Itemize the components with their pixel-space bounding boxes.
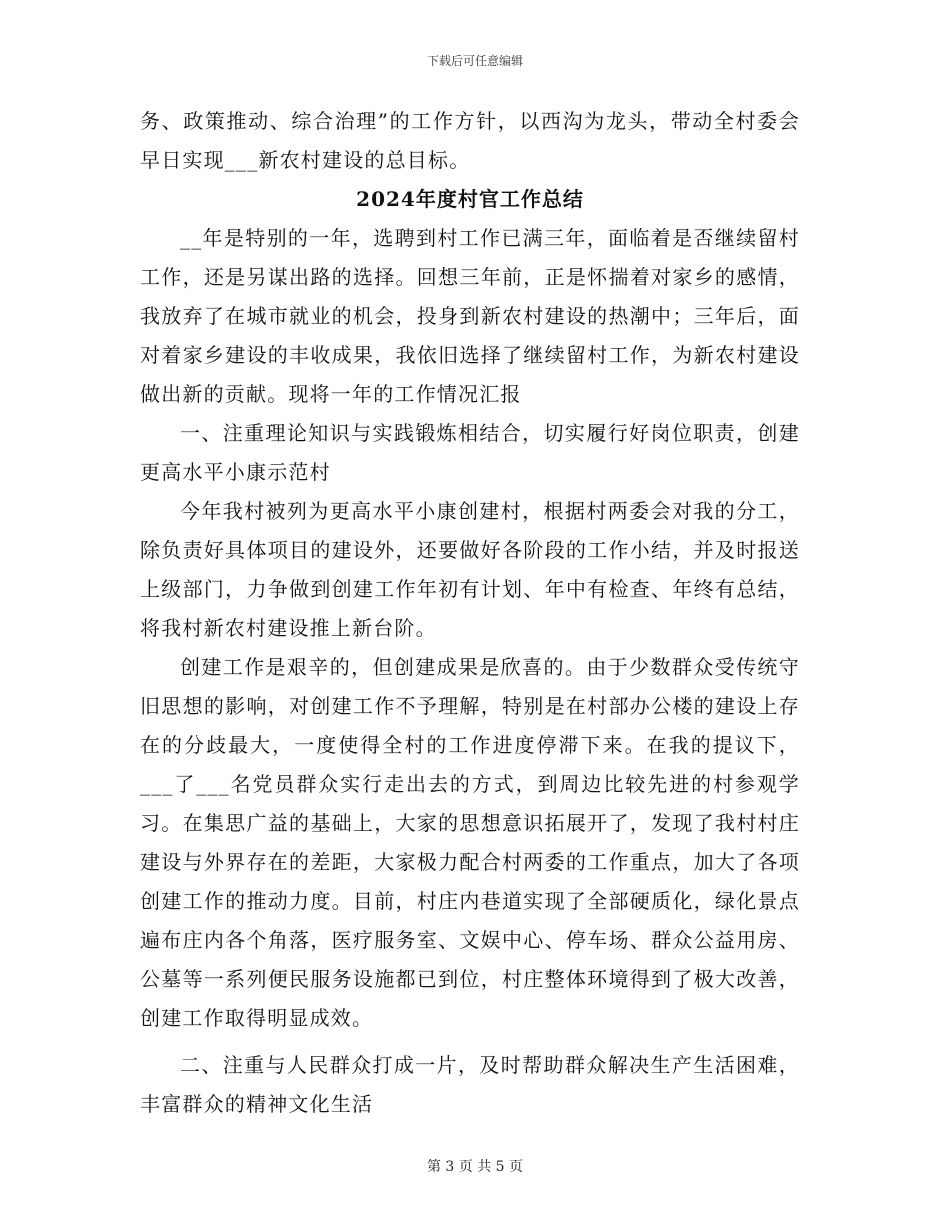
header-note: 下载后可任意编辑 — [426, 54, 523, 68]
section-heading-1: 一、注重理论知识与实践锻炼相结合，切实履行好岗位职责，创建更高水平小康示范村 — [140, 421, 800, 484]
document-body — [140, 102, 800, 1124]
section-heading-2: 二、注重与人民群众打成一片，及时帮助群众解决生产生活困难，丰富群众的精神文化生活 — [140, 1053, 800, 1116]
paragraph-3: 创建工作是艰辛的，但创建成果是欣喜的。由于少数群众受传统守旧思想的影响，对创建工作不予理解，特别是在村部办公楼的建设上存在的分歧最大，一度使得全村的工作进度停滞下来。在我的提议下，___了___名党员群众实行走出去的方式，到周边比较先进的村参观学习。在集思广益的基础上，大家的思想意识拓展开了，发现了我村村庄建设与外界存在的差距，大家极力配合村两委的工作重点，加大了各项创建工作的推动力度。目前，村庄内巷道实现了全部硬质化，绿化景点遍布庄内各个角落，医疗服务室、文娱中心、停车场、群众公益用房、公墓等一系列便民服务设施都已到位，村庄整体环境得到了极大改善，创建工作取得明显成效。 — [140, 655, 800, 1030]
page-number: 第 3 页 共 5 页 — [426, 1159, 524, 1175]
paragraph-gap — [140, 1038, 800, 1046]
intro-paragraph: 务、政策推动、综合治理”的工作方针，以西沟为龙头，带动全村委会早日实现___新农村建设的总目标。 — [140, 109, 800, 172]
document-title: 2024年度村官工作总结 — [356, 187, 584, 211]
paragraph-1: __年是特别的一年，选聘到村工作已满三年，面临着是否继续留村工作，还是另谋出路的选择。回想三年前，正是怀揣着对家乡的感情，我放弃了在城市就业的机会，投身到新农村建设的热潮中；三年后，面对着家乡建设的丰收成果，我依旧选择了继续留村工作，为新农村建设做出新的贡献。现将一年的工作情况汇报 — [140, 226, 800, 406]
paragraph-2: 今年我村被列为更高水平小康创建村，根据村两委会对我的分工，除负责好具体项目的建设外，还要做好各阶段的工作小结，并及时报送上级部门，力争做到创建工作年初有计划、年中有检查、年终有总结，将我村新农村建设推上新台阶。 — [140, 499, 800, 640]
